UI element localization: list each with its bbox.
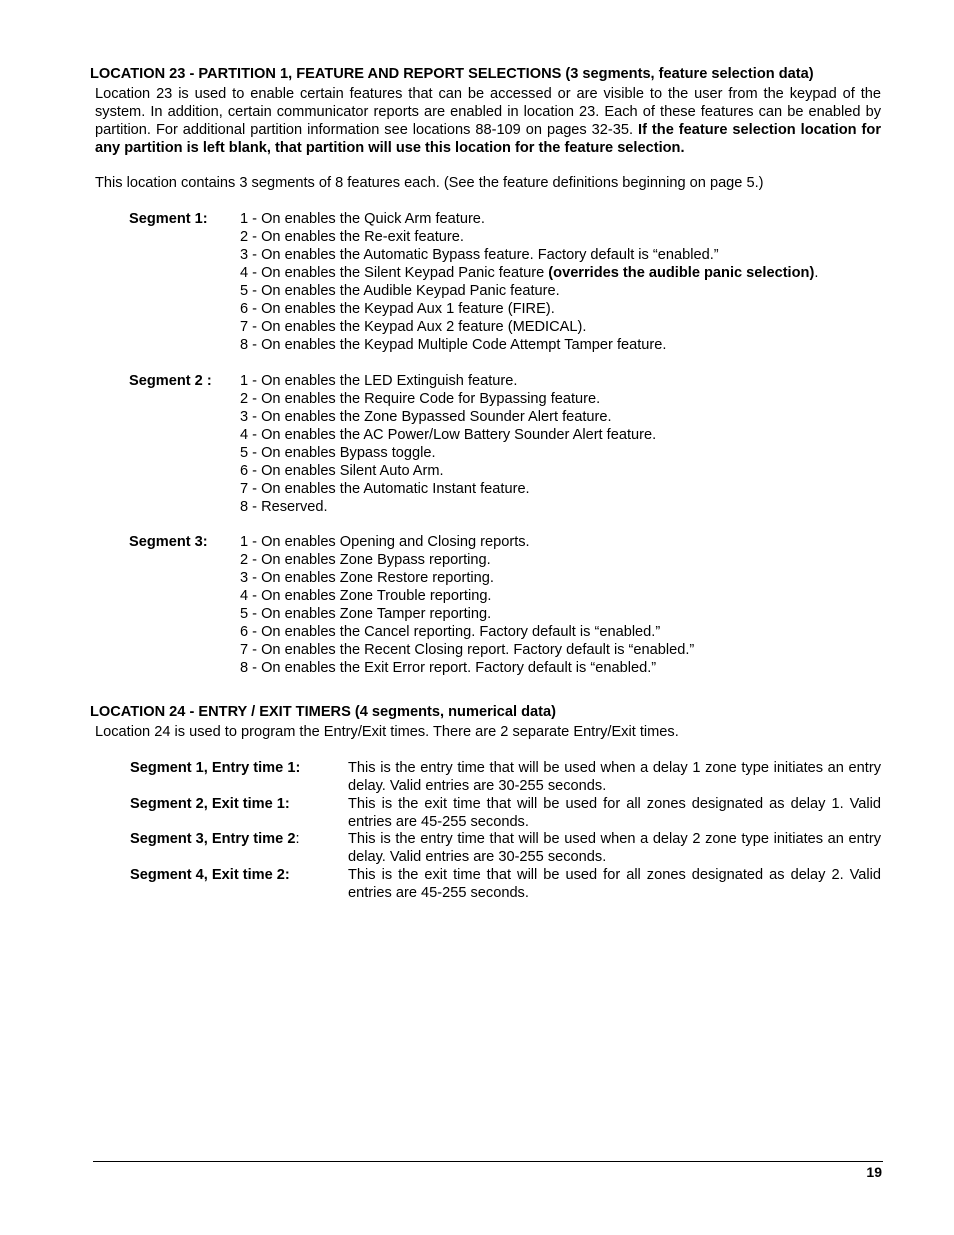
segment-3-list bbox=[240, 533, 694, 677]
timer-label-text: Segment 1, Entry time 1: bbox=[130, 760, 301, 776]
location-23-intro-text: Location 23 is used to enable certain features that can be accessed or are visible to the user from the keypad of the system. In addition, certain communicator reports are enabled in location 23. Each of these features can be enabled by partition. For additional partition information see locations 88-109 on pages 32-35. bbox=[95, 86, 881, 138]
location-24-intro: Location 24 is used to program the Entry/Exit times. There are 2 separate Entry/Exit times. bbox=[95, 724, 679, 740]
location-23-intro-bold: If the feature selection location for any partition is left blank, that partition will use this location for the feature selection. bbox=[95, 122, 882, 156]
location-23-heading: LOCATION 23 - PARTITION 1, FEATURE AND REPORT SELECTIONS (3 segments, feature selection data) bbox=[90, 66, 814, 82]
list-item-tail: . bbox=[814, 265, 819, 281]
list-item-bold-note: (overrides the audible panic selection) bbox=[548, 265, 815, 281]
timer-label bbox=[130, 830, 300, 848]
list-item: 3 - On enables the Zone Bypassed Sounder Alert feature. bbox=[240, 409, 612, 425]
timer-description: This is the entry time that will be used when a delay 2 zone type initiates an entry delay. Valid entries are 30-255 seconds. bbox=[348, 831, 881, 865]
segment-2-label: Segment 2 : bbox=[129, 373, 212, 389]
list-item: 8 - Reserved. bbox=[240, 499, 328, 515]
segment-1-list bbox=[240, 210, 818, 354]
timer-label bbox=[130, 866, 290, 884]
location-23-summary: This location contains 3 segments of 8 features each. (See the feature definitions beginning on page 5.) bbox=[95, 175, 764, 191]
list-item: 5 - On enables Bypass toggle. bbox=[240, 445, 436, 461]
list-item: 1 - On enables the LED Extinguish feature. bbox=[240, 373, 518, 389]
timer-label-text: Segment 3, Entry time 2 bbox=[130, 831, 296, 847]
footer-divider bbox=[93, 1161, 883, 1162]
segment-3-label: Segment 3: bbox=[129, 534, 208, 550]
list-item: 5 - On enables the Audible Keypad Panic feature. bbox=[240, 283, 560, 299]
segment-2-list bbox=[240, 372, 656, 516]
timer-description: This is the exit time that will be used for all zones designated as delay 2. Valid entries are 45-255 seconds. bbox=[348, 867, 881, 901]
list-item: 8 - On enables the Exit Error report. Factory default is “enabled.” bbox=[240, 660, 657, 676]
timer-label-colon: : bbox=[295, 831, 300, 847]
list-item: 2 - On enables Zone Bypass reporting. bbox=[240, 552, 491, 568]
list-item: 7 - On enables the Keypad Aux 2 feature (MEDICAL). bbox=[240, 319, 587, 335]
list-item: 5 - On enables Zone Tamper reporting. bbox=[240, 606, 492, 622]
list-item: 1 - On enables the Quick Arm feature. bbox=[240, 211, 485, 227]
list-item-text: 4 - On enables the Silent Keypad Panic feature bbox=[240, 265, 549, 281]
location-23-intro bbox=[95, 85, 881, 157]
location-24-heading: LOCATION 24 - ENTRY / EXIT TIMERS (4 segments, numerical data) bbox=[90, 704, 557, 720]
timer-description: This is the entry time that will be used when a delay 1 zone type initiates an entry delay. Valid entries are 30-255 seconds. bbox=[348, 760, 881, 794]
list-item: 6 - On enables the Keypad Aux 1 feature (FIRE). bbox=[240, 301, 555, 317]
list-item: 4 - On enables the AC Power/Low Battery Sounder Alert feature. bbox=[240, 427, 657, 443]
list-item: 8 - On enables the Keypad Multiple Code Attempt Tamper feature. bbox=[240, 337, 667, 353]
timer-label bbox=[130, 759, 300, 777]
timer-label-text: Segment 4, Exit time 2: bbox=[130, 867, 290, 883]
list-item: 7 - On enables the Recent Closing report. Factory default is “enabled.” bbox=[240, 642, 695, 658]
list-item: 7 - On enables the Automatic Instant feature. bbox=[240, 481, 530, 497]
page-number: 19 bbox=[866, 1164, 882, 1180]
list-item: 3 - On enables Zone Restore reporting. bbox=[240, 570, 494, 586]
list-item: 4 - On enables Zone Trouble reporting. bbox=[240, 588, 492, 604]
timer-label-text: Segment 2, Exit time 1: bbox=[130, 796, 290, 812]
timer-description: This is the exit time that will be used for all zones designated as delay 1. Valid entries are 45-255 seconds. bbox=[348, 796, 881, 830]
list-item: 1 - On enables Opening and Closing reports. bbox=[240, 534, 530, 550]
segment-1-label: Segment 1: bbox=[129, 211, 208, 227]
list-item: 6 - On enables the Cancel reporting. Factory default is “enabled.” bbox=[240, 624, 661, 640]
timer-label bbox=[130, 795, 290, 813]
list-item: 3 - On enables the Automatic Bypass feature. Factory default is “enabled.” bbox=[240, 247, 719, 263]
list-item: 2 - On enables the Require Code for Bypassing feature. bbox=[240, 391, 601, 407]
list-item-4 bbox=[240, 264, 818, 282]
list-item: 2 - On enables the Re-exit feature. bbox=[240, 229, 464, 245]
list-item: 6 - On enables Silent Auto Arm. bbox=[240, 463, 444, 479]
